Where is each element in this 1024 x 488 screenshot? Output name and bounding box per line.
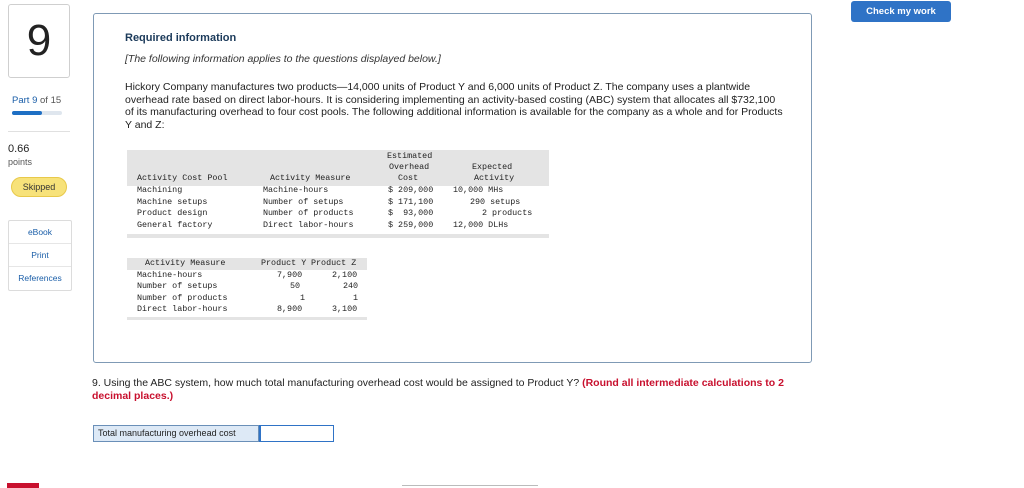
row-machining-measure: Machine-hours xyxy=(263,185,329,195)
row-products-y: 1 xyxy=(300,292,306,303)
row-general-activity: 12,000 DLHs xyxy=(453,219,509,230)
problem-intro: Hickory Company manufactures two products—14,000 units of Product Y and 6,000 units of Product Z. The company uses a plantwide overhead rate based on direct labor-hours. It is considering implementing an activity-based costing (ABC) system that allocates all $732,100 of its manufacturing overhead to four cost pools. The following additional information is available for the company as a whole and for Products Y and Z: xyxy=(125,81,783,131)
row-products-z: 1 xyxy=(353,292,359,303)
row-design-activity: 2 products xyxy=(482,208,533,218)
tools-panel xyxy=(8,220,72,291)
row-general-measure: Direct labor-hours xyxy=(263,219,354,230)
row-machining-activity: 10,000 MHs xyxy=(453,185,504,195)
header-cost-line1: Estimated xyxy=(387,151,433,161)
row-dlh-y: 8,900 xyxy=(277,304,303,314)
required-info-title: Required information xyxy=(125,32,237,44)
part-total: of 15 xyxy=(40,95,62,106)
row-dlh-z: 3,100 xyxy=(332,304,358,314)
publisher-logo xyxy=(7,483,39,488)
part-label: Part xyxy=(12,95,30,106)
header-cost-line3: Cost xyxy=(398,173,419,183)
check-my-work-button[interactable]: Check my work xyxy=(851,1,951,22)
left-divider xyxy=(8,131,70,132)
part-indicator xyxy=(12,95,61,106)
header-product-y: Product Y xyxy=(261,258,307,268)
required-info-panel xyxy=(93,13,812,363)
row-setups-activity: 290 setups xyxy=(470,196,521,207)
header-cost-pool: Activity Cost Pool xyxy=(137,173,228,183)
part-progress-bar xyxy=(12,111,62,115)
row-dlh-measure: Direct labor-hours xyxy=(137,304,228,314)
header-activity-line2: Activity xyxy=(474,173,515,183)
row-setups-measure: Number of setups xyxy=(137,281,218,291)
score-value: 0.66 xyxy=(8,143,30,155)
product-activity-table xyxy=(127,258,367,320)
part-progress-fill xyxy=(12,111,42,115)
row-machining-pool: Machining xyxy=(137,185,183,195)
row-setups-y: 50 xyxy=(290,281,301,291)
row-setups-cost: $ 171,100 xyxy=(388,196,434,207)
table-footer-bar xyxy=(127,317,367,320)
question-text: 9. Using the ABC system, how much total manufacturing overhead cost would be assigned to Product Y? xyxy=(92,377,580,389)
question-number-box xyxy=(8,4,70,78)
row-products-measure: Number of products xyxy=(137,292,228,303)
references-link[interactable]: References xyxy=(18,273,62,283)
header-cost-line2: Overhead xyxy=(389,162,430,172)
bottom-nav-edge xyxy=(402,485,538,486)
row-general-cost: $ 259,000 xyxy=(388,219,434,230)
print-link[interactable]: Print xyxy=(9,244,71,267)
part-current: 9 xyxy=(32,95,38,106)
row-setups-z: 240 xyxy=(343,281,359,291)
header-activity-measure: Activity Measure xyxy=(270,173,351,183)
status-badge: Skipped xyxy=(11,177,67,197)
row-setups-pool: Machine setups xyxy=(137,196,208,207)
points-label: points xyxy=(8,157,33,167)
question-text-block xyxy=(92,377,812,403)
cost-pool-table xyxy=(127,150,549,239)
answer-label: Total manufacturing overhead cost xyxy=(93,425,259,442)
row-design-pool: Product design xyxy=(137,208,208,218)
required-info-subtitle: [The following information applies to the questions displayed below.] xyxy=(125,53,441,65)
question-number: 9 xyxy=(26,16,52,65)
row-machine-hours-z: 2,100 xyxy=(332,269,358,280)
header-activity-line1: Expected xyxy=(472,162,513,172)
answer-input[interactable] xyxy=(259,425,334,442)
row-machine-hours-y: 7,900 xyxy=(277,269,303,280)
row-general-pool: General factory xyxy=(137,219,213,230)
table-footer-bar xyxy=(127,234,549,238)
row-machining-cost: $ 209,000 xyxy=(388,185,434,195)
ebook-link[interactable]: eBook xyxy=(9,221,71,244)
row-design-measure: Number of products xyxy=(263,208,354,218)
row-setups-measure: Number of setups xyxy=(263,196,344,207)
row-machine-hours-measure: Machine-hours xyxy=(137,269,203,280)
answer-row xyxy=(93,425,334,442)
header-product-z: Product Z xyxy=(311,258,357,268)
row-design-cost: $ 93,000 xyxy=(388,208,434,218)
rounding-instruction: (Round all intermediate calculations to 2 decimal places.) xyxy=(92,377,784,402)
header-activity-measure: Activity Measure xyxy=(145,258,226,268)
